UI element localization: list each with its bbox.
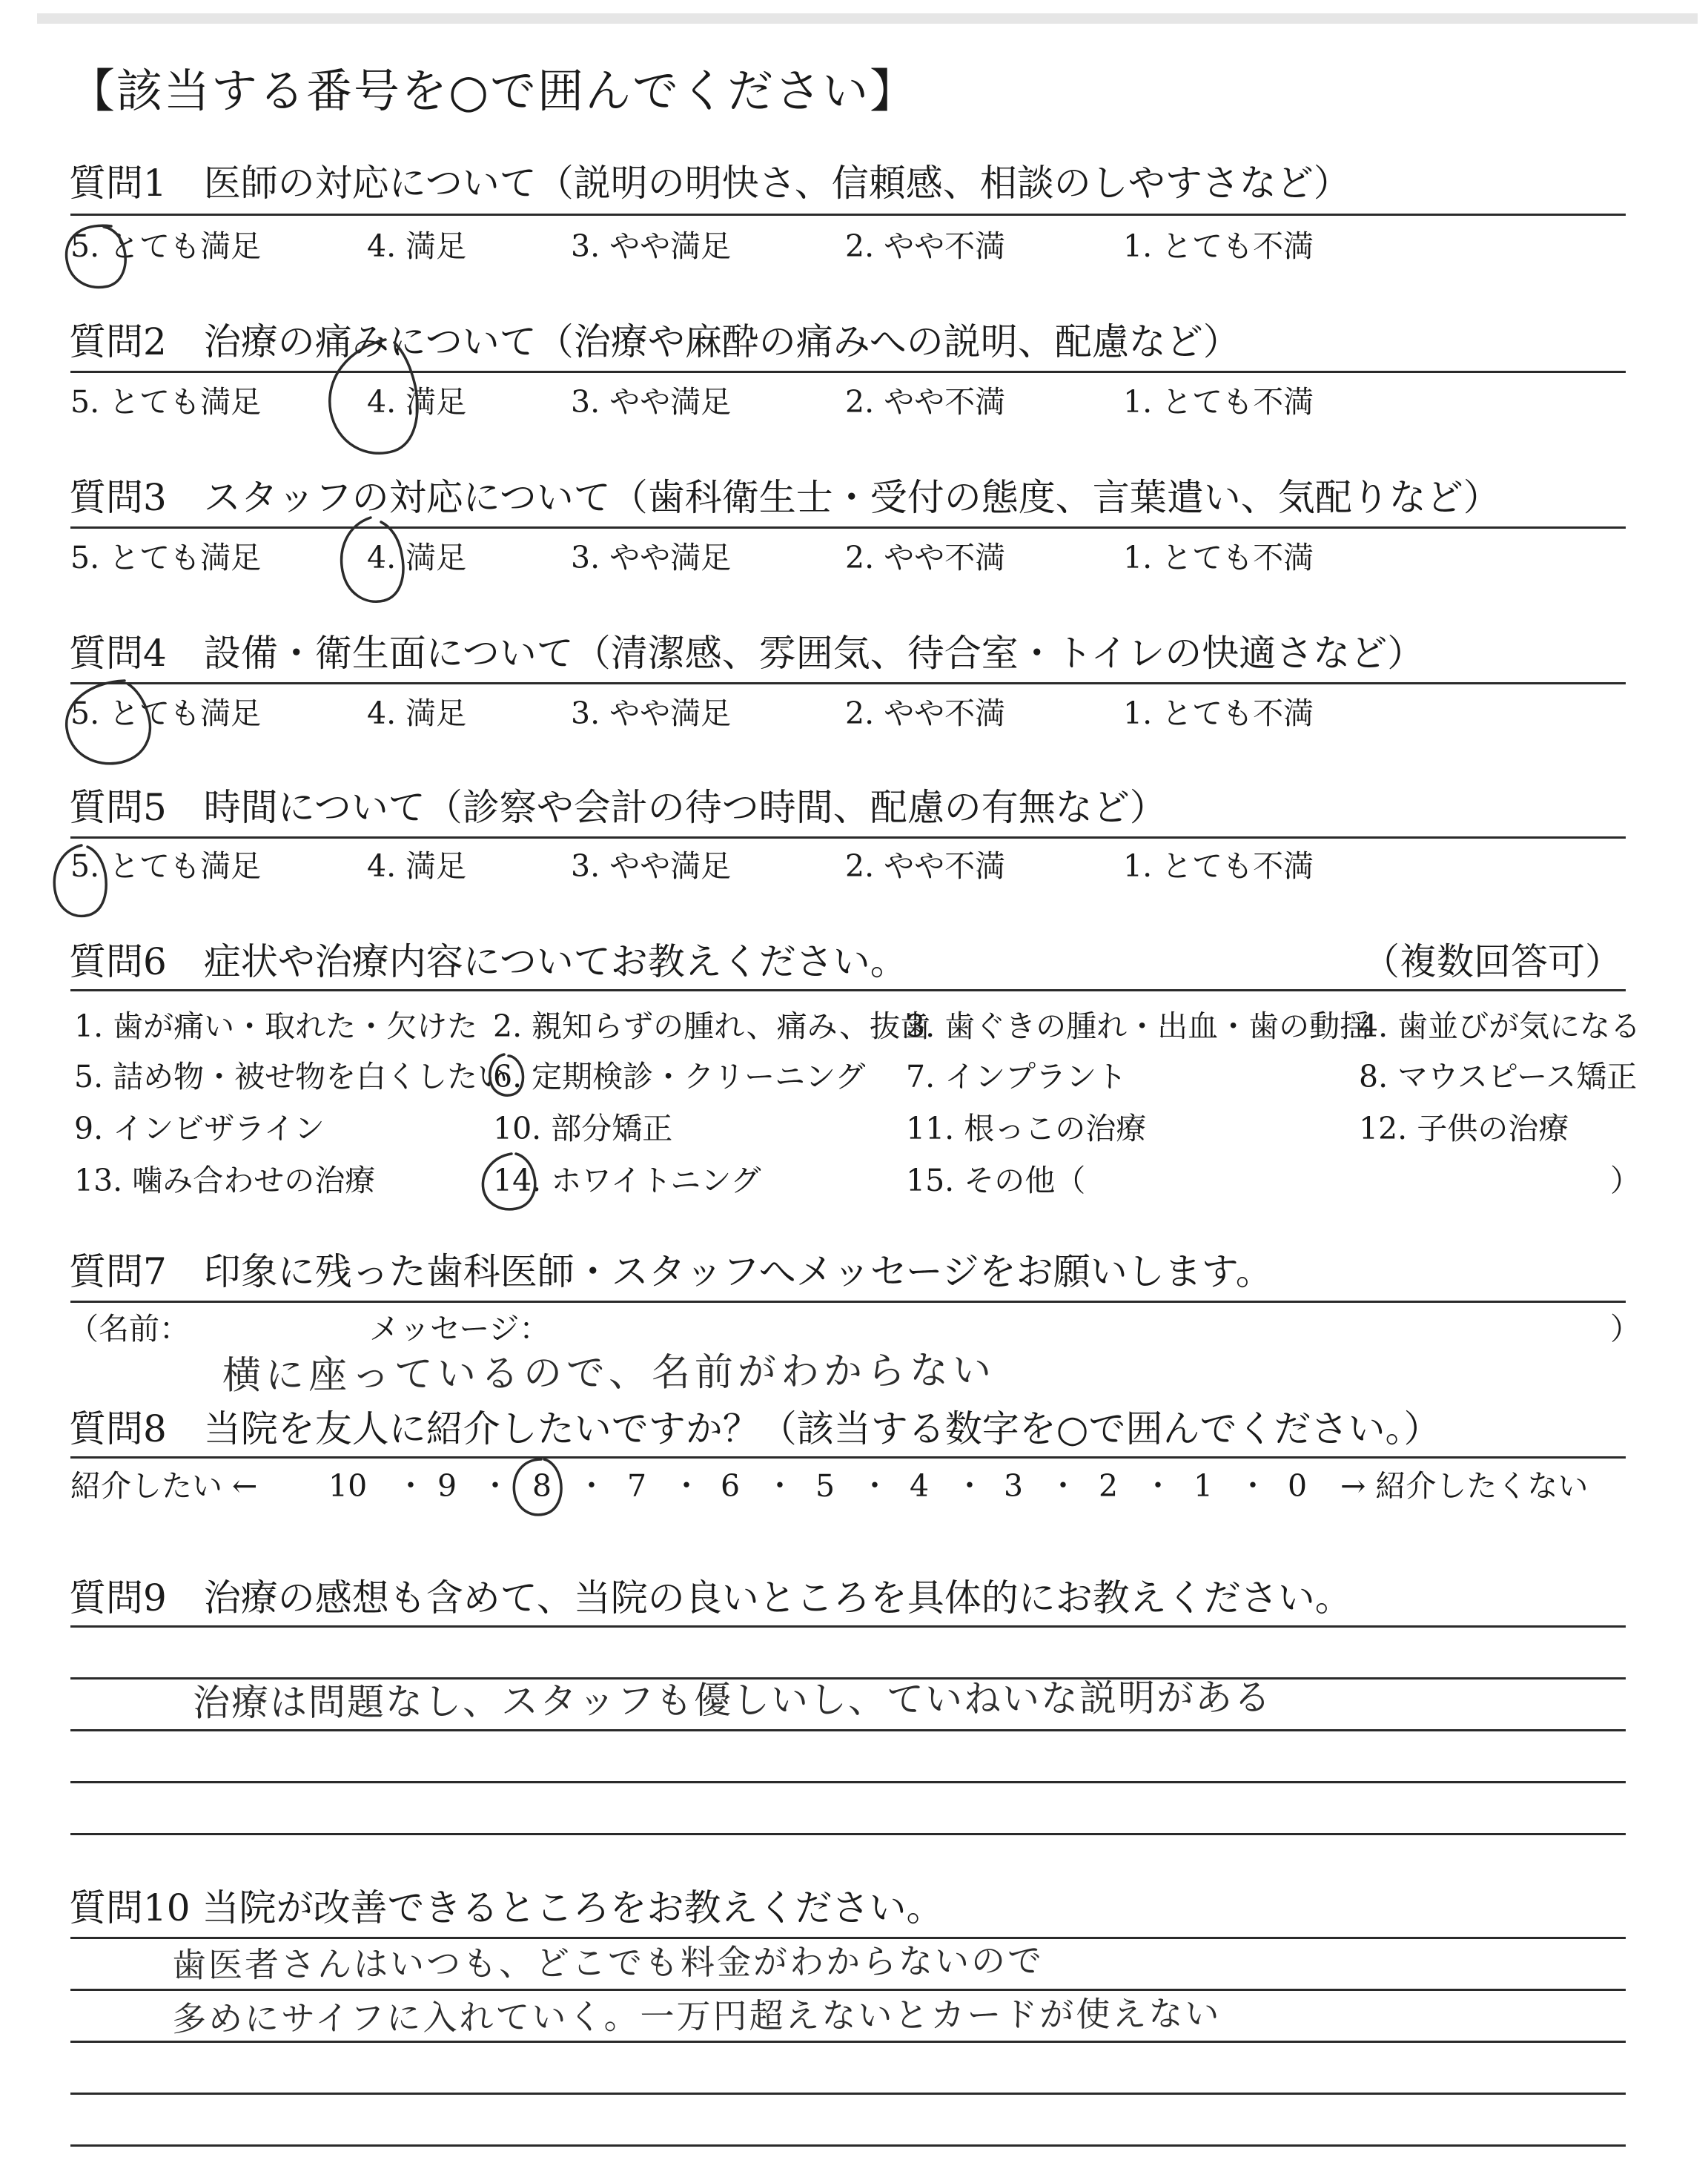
q8-number-6[interactable]: 6 bbox=[721, 1468, 741, 1504]
q6-option-9[interactable]: 9. インビザライン bbox=[74, 1111, 325, 1146]
question-5-heading: 質問5 時間について（診察や会計の待つ時間、配慮の有無など） bbox=[69, 786, 1167, 829]
q8-separator: ・ bbox=[860, 1469, 890, 1503]
q8-number-7[interactable]: 7 bbox=[627, 1468, 647, 1504]
q7-handwritten-answer[interactable]: 横に座っているので、名前がわからない bbox=[222, 1348, 996, 1398]
form-title: 【該当する番号を○で囲んでください】 bbox=[69, 64, 918, 118]
q5-option-3[interactable]: 3. やや満足 bbox=[571, 848, 732, 884]
q2-option-4[interactable]: 4. 満足 bbox=[367, 384, 467, 420]
question-4-heading: 質問4 設備・衛生面について（清潔感、雰囲気、待合室・トイレの快適さなど） bbox=[69, 632, 1425, 675]
q7-name-label: （名前： bbox=[68, 1311, 190, 1347]
q3-option-1[interactable]: 1. とても不満 bbox=[1123, 540, 1314, 575]
q6-option-11[interactable]: 11. 根っこの治療 bbox=[906, 1111, 1147, 1146]
question-2-heading: 質問2 治療の痛みについて（治療や麻酔の痛みへの説明、配慮など） bbox=[69, 320, 1240, 363]
q8-separator: ・ bbox=[1238, 1469, 1268, 1503]
q4-answer-circle bbox=[67, 681, 150, 764]
q6-option-1[interactable]: 1. 歯が痛い・取れた・欠けた bbox=[74, 1008, 478, 1044]
question-7-heading: 質問7 印象に残った歯科医師・スタッフへメッセージをお願いします。 bbox=[69, 1250, 1273, 1293]
q8-left-label: 紹介したい ← bbox=[70, 1468, 258, 1504]
q6-option-10[interactable]: 10. 部分矯正 bbox=[493, 1111, 673, 1146]
q6-option-4[interactable]: 4. 歯並びが気になる bbox=[1359, 1008, 1641, 1044]
q6-option-14-circle bbox=[483, 1154, 534, 1209]
q3-option-3[interactable]: 3. やや満足 bbox=[571, 540, 732, 575]
q8-separator: ・ bbox=[765, 1469, 795, 1503]
q1-option-2[interactable]: 2. やや不満 bbox=[845, 228, 1006, 264]
q8-separator: ・ bbox=[1048, 1469, 1078, 1503]
question-6-heading: 質問6 症状や治療内容についてお教えください。 bbox=[69, 940, 907, 983]
q8-number-10[interactable]: 10 bbox=[328, 1468, 368, 1504]
question-8-heading: 質問8 当院を友人に紹介したいですか？（該当する数字を○で囲んでください。） bbox=[69, 1407, 1441, 1450]
q3-answer-circle bbox=[342, 518, 403, 601]
q8-answer-circle bbox=[514, 1459, 561, 1515]
question-10-heading: 質問10 当院が改善できるところをお教えください。 bbox=[69, 1886, 944, 1929]
q1-answer-circle bbox=[67, 225, 126, 287]
q6-option-6[interactable]: 6. 定期検診・クリーニング bbox=[493, 1059, 866, 1094]
q1-option-1[interactable]: 1. とても不満 bbox=[1123, 228, 1314, 264]
q6-option-8[interactable]: 8. マウスピース矯正 bbox=[1359, 1059, 1638, 1094]
q5-option-5[interactable]: 5. とても満足 bbox=[70, 848, 262, 884]
q4-option-2[interactable]: 2. やや不満 bbox=[845, 696, 1006, 731]
q6-option-13[interactable]: 13. 噛み合わせの治療 bbox=[74, 1163, 376, 1198]
q8-number-9[interactable]: 9 bbox=[437, 1468, 457, 1504]
q6-option-15[interactable]: 15. その他（ bbox=[906, 1163, 1086, 1198]
q6-option-5[interactable]: 5. 詰め物・被せ物を白くしたい bbox=[74, 1059, 509, 1094]
q3-option-2[interactable]: 2. やや不満 bbox=[845, 540, 1006, 575]
q2-option-3[interactable]: 3. やや満足 bbox=[571, 384, 732, 420]
q5-answer-circle bbox=[54, 845, 106, 916]
question-6-multiple-note: （複数回答可） bbox=[1363, 940, 1622, 983]
q8-number-5[interactable]: 5 bbox=[815, 1468, 835, 1504]
q6-option-3[interactable]: 3. 歯ぐきの腫れ・出血・歯の動揺 bbox=[906, 1008, 1371, 1044]
q6-option-15-close: ） bbox=[1610, 1163, 1641, 1198]
q7-field-close: ） bbox=[1610, 1311, 1641, 1347]
q2-option-5[interactable]: 5. とても満足 bbox=[70, 384, 262, 420]
q8-number-2[interactable]: 2 bbox=[1099, 1468, 1119, 1504]
q1-option-3[interactable]: 3. やや満足 bbox=[571, 228, 732, 264]
q2-answer-circle bbox=[330, 340, 417, 453]
q8-number-0[interactable]: 0 bbox=[1288, 1468, 1308, 1504]
q8-right-label: → 紹介したくない bbox=[1340, 1468, 1589, 1504]
q3-option-4[interactable]: 4. 満足 bbox=[367, 540, 467, 575]
q8-number-8[interactable]: 8 bbox=[532, 1468, 552, 1504]
q8-separator: ・ bbox=[396, 1469, 426, 1503]
q6-option-7[interactable]: 7. インプラント bbox=[906, 1059, 1128, 1094]
q5-option-4[interactable]: 4. 満足 bbox=[367, 848, 467, 884]
q4-option-4[interactable]: 4. 満足 bbox=[367, 696, 467, 731]
q8-separator: ・ bbox=[672, 1469, 701, 1503]
q7-message-label: メッセージ： bbox=[369, 1311, 550, 1347]
q6-option-14[interactable]: 14. ホワイトニング bbox=[493, 1163, 761, 1198]
question-1-heading: 質問1 医師の対応について（説明の明快さ、信頼感、相談のしやすさなど） bbox=[69, 162, 1351, 205]
q1-option-5[interactable]: 5. とても満足 bbox=[70, 228, 262, 264]
q8-separator: ・ bbox=[955, 1469, 984, 1503]
q8-number-1[interactable]: 1 bbox=[1194, 1468, 1214, 1504]
q8-number-3[interactable]: 3 bbox=[1004, 1468, 1024, 1504]
q6-option-12[interactable]: 12. 子供の治療 bbox=[1359, 1111, 1569, 1146]
q2-option-2[interactable]: 2. やや不満 bbox=[845, 384, 1006, 420]
q10-handwritten-line-1[interactable]: 歯医者さんはいつも、どこでも料金がわからないので bbox=[171, 1940, 1045, 1986]
question-9-heading: 質問9 治療の感想も含めて、当院の良いところを具体的にお教えください。 bbox=[69, 1576, 1352, 1619]
question-3-heading: 質問3 スタッフの対応について（歯科衛生士・受付の態度、言葉遣い、気配りなど） bbox=[69, 476, 1500, 519]
q6-option-2[interactable]: 2. 親知らずの腫れ、痛み、抜歯 bbox=[493, 1008, 931, 1044]
q8-separator: ・ bbox=[577, 1469, 606, 1503]
q8-number-4[interactable]: 4 bbox=[910, 1468, 930, 1504]
q9-handwritten-answer[interactable]: 治療は問題なし、スタッフも優しいし、ていねいな説明がある bbox=[192, 1676, 1273, 1725]
q6-option-6-circle bbox=[490, 1054, 523, 1095]
q8-separator: ・ bbox=[480, 1469, 510, 1503]
q10-handwritten-line-2[interactable]: 多めにサイフに入れていく。一万円超えないとカードが使えない bbox=[171, 1993, 1222, 2039]
q4-option-1[interactable]: 1. とても不満 bbox=[1123, 696, 1314, 731]
q8-separator: ・ bbox=[1143, 1469, 1173, 1503]
q4-option-5[interactable]: 5. とても満足 bbox=[70, 696, 262, 731]
q5-option-1[interactable]: 1. とても不満 bbox=[1123, 848, 1314, 884]
q5-option-2[interactable]: 2. やや不満 bbox=[845, 848, 1006, 884]
q1-option-4[interactable]: 4. 満足 bbox=[367, 228, 467, 264]
q2-option-1[interactable]: 1. とても不満 bbox=[1123, 384, 1314, 420]
q3-option-5[interactable]: 5. とても満足 bbox=[70, 540, 262, 575]
q4-option-3[interactable]: 3. やや満足 bbox=[571, 696, 732, 731]
